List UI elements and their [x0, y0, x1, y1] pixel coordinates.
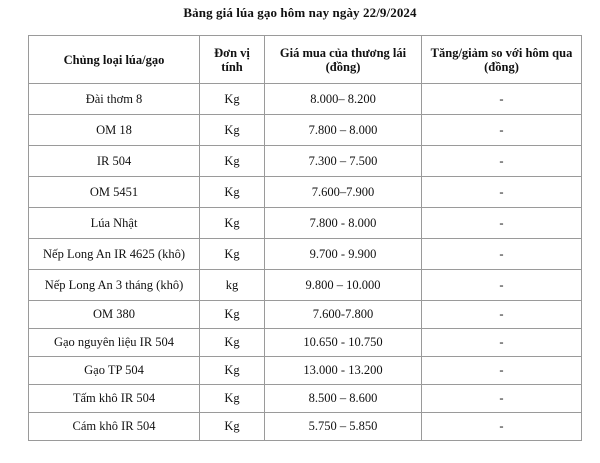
cell-product: Tấm khô IR 504 — [29, 385, 200, 413]
cell-price: 7.300 – 7.500 — [265, 146, 422, 177]
cell-unit: Kg — [200, 84, 265, 115]
cell-product: IR 504 — [29, 146, 200, 177]
cell-unit: Kg — [200, 177, 265, 208]
cell-price: 8.500 – 8.600 — [265, 385, 422, 413]
cell-change: - — [422, 239, 582, 270]
header-unit: Đơn vị tính — [200, 36, 265, 84]
cell-price: 10.650 - 10.750 — [265, 329, 422, 357]
cell-unit: Kg — [200, 208, 265, 239]
table-title: Bảng giá lúa gạo hôm nay ngày 22/9/2024 — [183, 5, 417, 20]
cell-change: - — [422, 84, 582, 115]
table-row — [29, 270, 582, 301]
cell-price: 7.600–7.900 — [265, 177, 422, 208]
cell-price: 7.800 – 8.000 — [265, 115, 422, 146]
cell-unit: Kg — [200, 385, 265, 413]
header-daily-change: Tăng/giảm so với hôm qua (đồng) — [422, 36, 582, 84]
cell-unit: kg — [200, 270, 265, 301]
cell-product: Đài thơm 8 — [29, 84, 200, 115]
cell-product: Gạo TP 504 — [29, 357, 200, 385]
cell-change: - — [422, 385, 582, 413]
cell-product: Gạo nguyên liệu IR 504 — [29, 329, 200, 357]
header-purchase-price: Giá mua của thương lái (đồng) — [265, 36, 422, 84]
rice-price-table — [28, 35, 582, 441]
cell-change: - — [422, 329, 582, 357]
cell-product: Lúa Nhật — [29, 208, 200, 239]
cell-change: - — [422, 208, 582, 239]
table-row — [29, 329, 582, 357]
table-row — [29, 208, 582, 239]
cell-change: - — [422, 270, 582, 301]
cell-product: Cám khô IR 504 — [29, 413, 200, 441]
header-product-type: Chủng loại lúa/gạo — [29, 36, 200, 84]
cell-product: Nếp Long An 3 tháng (khô) — [29, 270, 200, 301]
cell-change: - — [422, 115, 582, 146]
header-row — [29, 36, 582, 84]
table-row — [29, 413, 582, 441]
table-row — [29, 177, 582, 208]
table-row — [29, 84, 582, 115]
cell-change: - — [422, 301, 582, 329]
cell-price: 9.700 - 9.900 — [265, 239, 422, 270]
cell-change: - — [422, 413, 582, 441]
cell-unit: Kg — [200, 115, 265, 146]
table-row — [29, 301, 582, 329]
table-row — [29, 239, 582, 270]
cell-price: 7.600-7.800 — [265, 301, 422, 329]
table-row — [29, 115, 582, 146]
cell-product: OM 380 — [29, 301, 200, 329]
cell-unit: Kg — [200, 357, 265, 385]
cell-unit: Kg — [200, 413, 265, 441]
cell-price: 8.000– 8.200 — [265, 84, 422, 115]
cell-change: - — [422, 146, 582, 177]
cell-price: 9.800 – 10.000 — [265, 270, 422, 301]
cell-unit: Kg — [200, 301, 265, 329]
cell-change: - — [422, 177, 582, 208]
cell-unit: Kg — [200, 239, 265, 270]
cell-product: OM 18 — [29, 115, 200, 146]
cell-price: 7.800 - 8.000 — [265, 208, 422, 239]
cell-unit: Kg — [200, 329, 265, 357]
cell-price: 5.750 – 5.850 — [265, 413, 422, 441]
table-row — [29, 385, 582, 413]
cell-product: OM 5451 — [29, 177, 200, 208]
cell-price: 13.000 - 13.200 — [265, 357, 422, 385]
cell-unit: Kg — [200, 146, 265, 177]
cell-change: - — [422, 357, 582, 385]
cell-product: Nếp Long An IR 4625 (khô) — [29, 239, 200, 270]
table-row — [29, 357, 582, 385]
table-row — [29, 146, 582, 177]
